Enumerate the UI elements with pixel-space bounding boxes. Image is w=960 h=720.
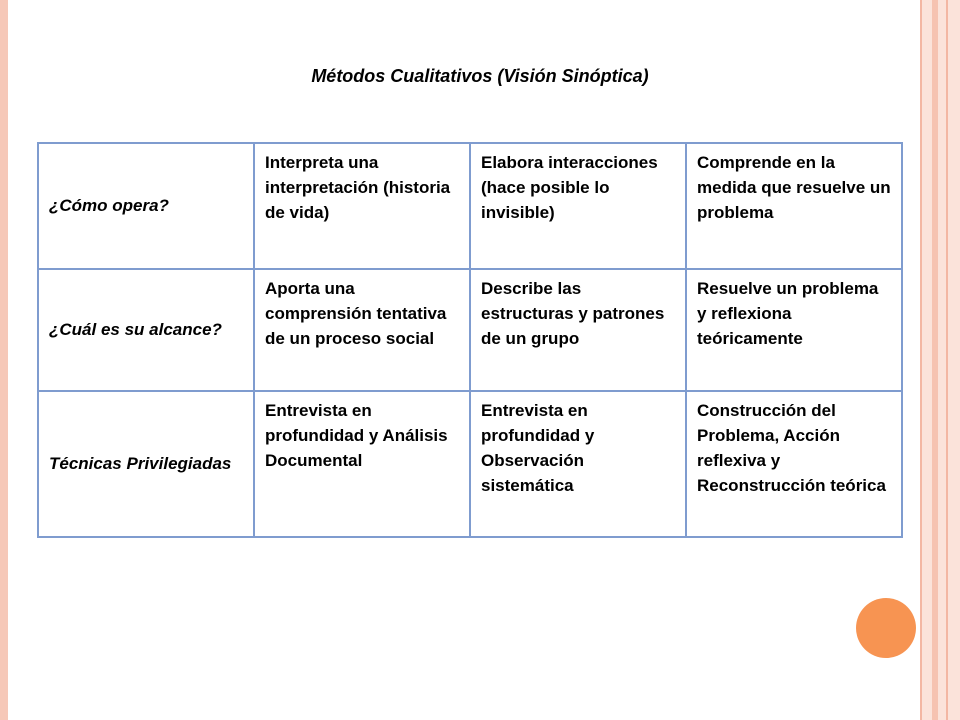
table-cell: Interpreta una interpretación (historia de vida) bbox=[254, 143, 470, 269]
slide-frame-right-line bbox=[932, 0, 938, 720]
slide-frame-left bbox=[0, 0, 8, 720]
table-cell: Comprende en la medida que resuelve un problema bbox=[686, 143, 902, 269]
decorative-accent-circle bbox=[856, 598, 916, 658]
table-cell: Resuelve un problema y reflexiona teóricamente bbox=[686, 269, 902, 391]
table-cell: Construcción del Problema, Acción reflexiva y Reconstrucción teórica bbox=[686, 391, 902, 537]
table-cell: Aporta una comprensión tentativa de un proceso social bbox=[254, 269, 470, 391]
table-cell: Describe las estructuras y patrones de un grupo bbox=[470, 269, 686, 391]
table-cell: Entrevista en profundidad y Observación sistemática bbox=[470, 391, 686, 537]
table-cell: Elabora interacciones (hace posible lo invisible) bbox=[470, 143, 686, 269]
row-header: ¿Cuál es su alcance? bbox=[38, 269, 254, 391]
table-row-como-opera bbox=[38, 143, 902, 269]
slide-frame-right-line bbox=[920, 0, 922, 720]
table-row-alcance bbox=[38, 269, 902, 391]
slide-title: Métodos Cualitativos (Visión Sinóptica) bbox=[311, 66, 649, 86]
synopsis-table bbox=[37, 142, 903, 538]
table-row-tecnicas bbox=[38, 391, 902, 537]
slide-frame-right-line bbox=[946, 0, 948, 720]
slide-frame-right-band bbox=[920, 0, 960, 720]
row-header: Técnicas Privilegiadas bbox=[38, 391, 254, 537]
row-header: ¿Cómo opera? bbox=[38, 143, 254, 269]
table-cell: Entrevista en profundidad y Análisis Documental bbox=[254, 391, 470, 537]
